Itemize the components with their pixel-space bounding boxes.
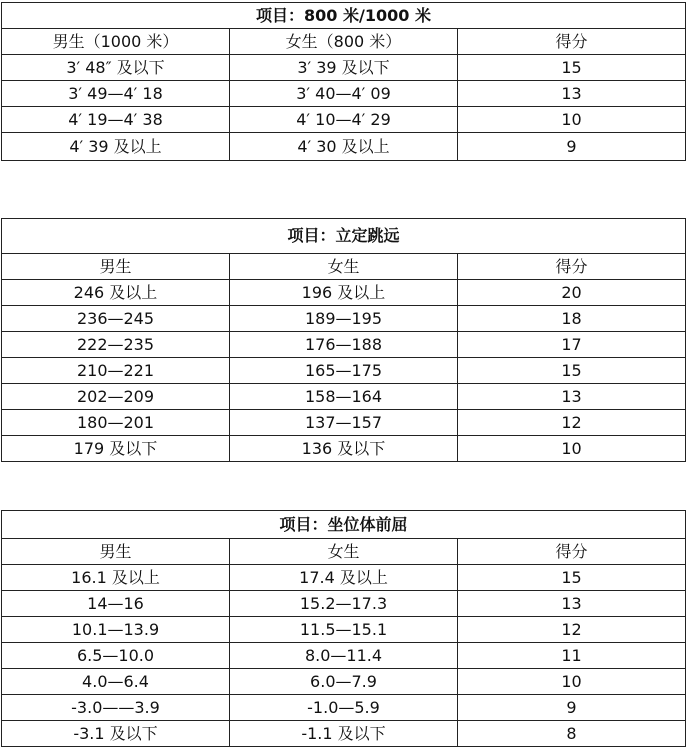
column-header-male: 男生（1000 米） — [2, 29, 230, 55]
cell-female: 15.2—17.3 — [230, 591, 458, 617]
cell-male: 246 及以上 — [2, 280, 230, 306]
cell-female: 176—188 — [230, 332, 458, 358]
table-header-row — [2, 29, 686, 55]
table-row — [2, 436, 686, 462]
cell-female: 3′ 40—4′ 09 — [230, 81, 458, 107]
cell-score: 17 — [458, 332, 686, 358]
table-row — [2, 306, 686, 332]
table-row — [2, 133, 686, 161]
cell-female: 137—157 — [230, 410, 458, 436]
table-row — [2, 107, 686, 133]
cell-male: 3′ 49—4′ 18 — [2, 81, 230, 107]
cell-score: 13 — [458, 384, 686, 410]
table-title: 项目：800 米/1000 米 — [2, 3, 686, 29]
cell-score: 12 — [458, 617, 686, 643]
cell-male: -3.0——3.9 — [2, 695, 230, 721]
table-row — [2, 280, 686, 306]
cell-female: -1.1 及以下 — [230, 721, 458, 747]
table-row — [2, 565, 686, 591]
cell-male: 4.0—6.4 — [2, 669, 230, 695]
column-header-female: 女生 — [230, 539, 458, 565]
cell-score: 15 — [458, 55, 686, 81]
cell-male: 210—221 — [2, 358, 230, 384]
cell-male: 14—16 — [2, 591, 230, 617]
cell-score: 15 — [458, 358, 686, 384]
table-header-row — [2, 539, 686, 565]
table-row — [2, 721, 686, 747]
table-row — [2, 643, 686, 669]
cell-female: 6.0—7.9 — [230, 669, 458, 695]
cell-female: 8.0—11.4 — [230, 643, 458, 669]
cell-female: 4′ 10—4′ 29 — [230, 107, 458, 133]
column-header-male: 男生 — [2, 254, 230, 280]
cell-female: 158—164 — [230, 384, 458, 410]
cell-score: 20 — [458, 280, 686, 306]
cell-male: 4′ 39 及以上 — [2, 133, 230, 161]
cell-score: 9 — [458, 695, 686, 721]
cell-score: 10 — [458, 107, 686, 133]
cell-male: 180—201 — [2, 410, 230, 436]
column-header-male: 男生 — [2, 539, 230, 565]
score-table-long-jump — [1, 218, 686, 462]
column-header-score: 得分 — [458, 29, 686, 55]
score-table-sit-and-reach — [1, 510, 686, 747]
table-row — [2, 695, 686, 721]
cell-score: 10 — [458, 669, 686, 695]
table-title: 项目：立定跳远 — [2, 219, 686, 254]
table-row — [2, 332, 686, 358]
table-row — [2, 81, 686, 107]
column-header-score: 得分 — [458, 539, 686, 565]
cell-female: 3′ 39 及以下 — [230, 55, 458, 81]
table-title: 项目：坐位体前屈 — [2, 511, 686, 539]
cell-male: 179 及以下 — [2, 436, 230, 462]
cell-male: 10.1—13.9 — [2, 617, 230, 643]
column-header-score: 得分 — [458, 254, 686, 280]
cell-score: 8 — [458, 721, 686, 747]
cell-female: 136 及以下 — [230, 436, 458, 462]
cell-male: 16.1 及以上 — [2, 565, 230, 591]
cell-female: -1.0—5.9 — [230, 695, 458, 721]
table-row — [2, 358, 686, 384]
cell-score: 13 — [458, 591, 686, 617]
cell-female: 4′ 30 及以上 — [230, 133, 458, 161]
table-row — [2, 410, 686, 436]
column-header-female: 女生 — [230, 254, 458, 280]
cell-male: 3′ 48″ 及以下 — [2, 55, 230, 81]
cell-score: 15 — [458, 565, 686, 591]
cell-score: 9 — [458, 133, 686, 161]
cell-male: 222—235 — [2, 332, 230, 358]
cell-male: 202—209 — [2, 384, 230, 410]
column-header-female: 女生（800 米） — [230, 29, 458, 55]
table-row — [2, 55, 686, 81]
table-row — [2, 617, 686, 643]
cell-score: 18 — [458, 306, 686, 332]
cell-female: 11.5—15.1 — [230, 617, 458, 643]
cell-female: 165—175 — [230, 358, 458, 384]
cell-female: 196 及以上 — [230, 280, 458, 306]
cell-male: -3.1 及以下 — [2, 721, 230, 747]
cell-female: 17.4 及以上 — [230, 565, 458, 591]
table-row — [2, 384, 686, 410]
cell-score: 11 — [458, 643, 686, 669]
table-row — [2, 591, 686, 617]
score-table-run — [1, 2, 686, 161]
table-row — [2, 669, 686, 695]
cell-score: 13 — [458, 81, 686, 107]
cell-male: 236—245 — [2, 306, 230, 332]
cell-female: 189—195 — [230, 306, 458, 332]
table-header-row — [2, 254, 686, 280]
cell-male: 4′ 19—4′ 38 — [2, 107, 230, 133]
cell-score: 12 — [458, 410, 686, 436]
cell-score: 10 — [458, 436, 686, 462]
cell-male: 6.5—10.0 — [2, 643, 230, 669]
